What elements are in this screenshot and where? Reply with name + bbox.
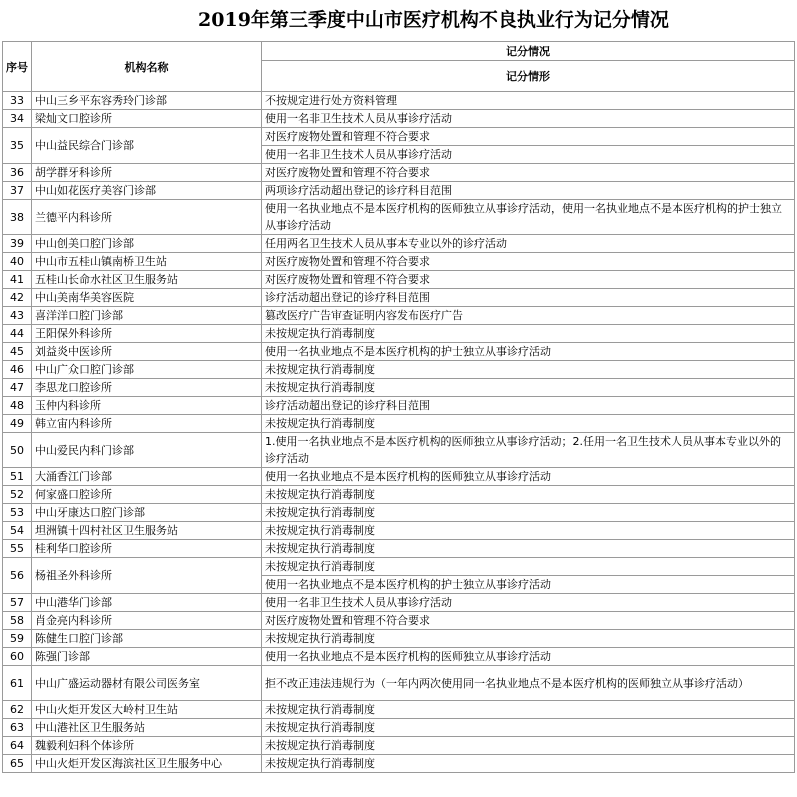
table-row xyxy=(3,289,795,307)
table-row xyxy=(3,271,795,289)
score-description: 未按规定执行消毒制度 xyxy=(262,719,795,737)
table-row xyxy=(3,486,795,504)
institution-name: 陈强门诊部 xyxy=(32,648,262,666)
institution-name: 坦洲镇十四村社区卫生服务站 xyxy=(32,522,262,540)
institution-name: 中山火炬开发区海滨社区卫生服务中心 xyxy=(32,755,262,773)
score-description: 未按规定执行消毒制度 xyxy=(262,504,795,522)
institution-name: 中山三乡平东容秀玲门诊部 xyxy=(32,92,262,110)
header-group: 记分情况 xyxy=(262,42,795,61)
row-number: 56 xyxy=(3,558,32,594)
row-number: 59 xyxy=(3,630,32,648)
institution-name: 刘益炎中医诊所 xyxy=(32,343,262,361)
row-number: 43 xyxy=(3,307,32,325)
row-number: 36 xyxy=(3,164,32,182)
institution-name: 胡学群牙科诊所 xyxy=(32,164,262,182)
score-description: 诊疗活动超出登记的诊疗科目范围 xyxy=(262,397,795,415)
score-description: 1.使用一名执业地点不是本医疗机构的医师独立从事诊疗活动；2.任用一名卫生技术人员从事本专业以外的诊疗活动 xyxy=(262,433,795,468)
page-title: 2019年第三季度中山市医疗机构不良执业行为记分情况 xyxy=(198,9,669,31)
row-number: 61 xyxy=(3,666,32,701)
score-description: 使用一名非卫生技术人员从事诊疗活动 xyxy=(262,110,795,128)
row-number: 65 xyxy=(3,755,32,773)
table-row xyxy=(3,128,795,146)
row-number: 49 xyxy=(3,415,32,433)
score-description: 未按规定执行消毒制度 xyxy=(262,379,795,397)
institution-name: 中山爱民内科门诊部 xyxy=(32,433,262,468)
table-row xyxy=(3,737,795,755)
institution-name: 中山港社区卫生服务站 xyxy=(32,719,262,737)
row-number: 44 xyxy=(3,325,32,343)
institution-name: 陈健生口腔门诊部 xyxy=(32,630,262,648)
table-row xyxy=(3,92,795,110)
score-description: 使用一名执业地点不是本医疗机构的医师独立从事诊疗活动，使用一名执业地点不是本医疗机构的护士独立从事诊疗活动 xyxy=(262,200,795,235)
score-description: 未按规定执行消毒制度 xyxy=(262,701,795,719)
header-name: 机构名称 xyxy=(32,42,262,92)
row-number: 33 xyxy=(3,92,32,110)
score-description: 两项诊疗活动超出登记的诊疗科目范围 xyxy=(262,182,795,200)
row-number: 46 xyxy=(3,361,32,379)
institution-name: 兰德平内科诊所 xyxy=(32,200,262,235)
table-row xyxy=(3,110,795,128)
header-no: 序号 xyxy=(3,42,32,92)
score-description: 不按规定进行处方资料管理 xyxy=(262,92,795,110)
score-description: 任用两名卫生技术人员从事本专业以外的诊疗活动 xyxy=(262,235,795,253)
institution-name: 韩立宙内科诊所 xyxy=(32,415,262,433)
score-description: 使用一名非卫生技术人员从事诊疗活动 xyxy=(262,146,795,164)
score-description: 未按规定执行消毒制度 xyxy=(262,630,795,648)
institution-name: 李思龙口腔诊所 xyxy=(32,379,262,397)
table-row xyxy=(3,164,795,182)
institution-name: 何家盛口腔诊所 xyxy=(32,486,262,504)
table-row xyxy=(3,325,795,343)
institution-name: 桂利华口腔诊所 xyxy=(32,540,262,558)
header-desc: 记分情形 xyxy=(262,61,795,92)
score-description: 对医疗废物处置和管理不符合要求 xyxy=(262,128,795,146)
institution-name: 魏毅利妇科个体诊所 xyxy=(32,737,262,755)
row-number: 60 xyxy=(3,648,32,666)
score-description: 未按规定执行消毒制度 xyxy=(262,540,795,558)
institution-name: 大涌香江门诊部 xyxy=(32,468,262,486)
score-description: 未按规定执行消毒制度 xyxy=(262,415,795,433)
score-description: 对医疗废物处置和管理不符合要求 xyxy=(262,253,795,271)
row-number: 63 xyxy=(3,719,32,737)
score-description: 对医疗废物处置和管理不符合要求 xyxy=(262,271,795,289)
table-row xyxy=(3,415,795,433)
table-row xyxy=(3,540,795,558)
institution-name: 王阳保外科诊所 xyxy=(32,325,262,343)
row-number: 54 xyxy=(3,522,32,540)
table-row xyxy=(3,719,795,737)
institution-name: 杨祖圣外科诊所 xyxy=(32,558,262,594)
table-row xyxy=(3,666,795,701)
row-number: 40 xyxy=(3,253,32,271)
score-description: 使用一名执业地点不是本医疗机构的护士独立从事诊疗活动 xyxy=(262,576,795,594)
table-row xyxy=(3,343,795,361)
row-number: 41 xyxy=(3,271,32,289)
score-description: 未按规定执行消毒制度 xyxy=(262,486,795,504)
table-row xyxy=(3,594,795,612)
table-row xyxy=(3,200,795,235)
institution-name: 中山市五桂山镇南桥卫生站 xyxy=(32,253,262,271)
institution-name: 中山广盛运动器材有限公司医务室 xyxy=(32,666,262,701)
institution-name: 中山牙康达口腔门诊部 xyxy=(32,504,262,522)
table-row xyxy=(3,379,795,397)
table-row xyxy=(3,648,795,666)
table-row xyxy=(3,433,795,468)
row-number: 48 xyxy=(3,397,32,415)
row-number: 47 xyxy=(3,379,32,397)
table-row xyxy=(3,504,795,522)
row-number: 52 xyxy=(3,486,32,504)
row-number: 62 xyxy=(3,701,32,719)
table-row xyxy=(3,630,795,648)
score-description: 未按规定执行消毒制度 xyxy=(262,361,795,379)
institution-name: 中山美南华美容医院 xyxy=(32,289,262,307)
row-number: 45 xyxy=(3,343,32,361)
score-description: 未按规定执行消毒制度 xyxy=(262,325,795,343)
row-number: 51 xyxy=(3,468,32,486)
table-row xyxy=(3,361,795,379)
table-row xyxy=(3,397,795,415)
row-number: 55 xyxy=(3,540,32,558)
score-description: 对医疗废物处置和管理不符合要求 xyxy=(262,612,795,630)
row-number: 37 xyxy=(3,182,32,200)
table-row xyxy=(3,468,795,486)
score-description: 未按规定执行消毒制度 xyxy=(262,522,795,540)
score-description: 使用一名执业地点不是本医疗机构的护士独立从事诊疗活动 xyxy=(262,343,795,361)
table-row xyxy=(3,182,795,200)
institution-name: 中山创美口腔门诊部 xyxy=(32,235,262,253)
table-row xyxy=(3,253,795,271)
score-description: 未按规定执行消毒制度 xyxy=(262,558,795,576)
score-description: 诊疗活动超出登记的诊疗科目范围 xyxy=(262,289,795,307)
institution-name: 玉仲内科诊所 xyxy=(32,397,262,415)
institution-name: 梁灿文口腔诊所 xyxy=(32,110,262,128)
row-number: 38 xyxy=(3,200,32,235)
score-description: 使用一名非卫生技术人员从事诊疗活动 xyxy=(262,594,795,612)
row-number: 64 xyxy=(3,737,32,755)
institution-name: 中山港华门诊部 xyxy=(32,594,262,612)
institution-name: 中山如花医疗美容门诊部 xyxy=(32,182,262,200)
table-row xyxy=(3,755,795,773)
score-description: 篡改医疗广告审查证明内容发布医疗广告 xyxy=(262,307,795,325)
institution-name: 肖金亮内科诊所 xyxy=(32,612,262,630)
row-number: 42 xyxy=(3,289,32,307)
row-number: 50 xyxy=(3,433,32,468)
score-description: 使用一名执业地点不是本医疗机构的医师独立从事诊疗活动 xyxy=(262,648,795,666)
table-row xyxy=(3,612,795,630)
table-row xyxy=(3,558,795,576)
institution-name: 中山益民综合门诊部 xyxy=(32,128,262,164)
table-row xyxy=(3,522,795,540)
row-number: 34 xyxy=(3,110,32,128)
score-description: 使用一名执业地点不是本医疗机构的医师独立从事诊疗活动 xyxy=(262,468,795,486)
row-number: 39 xyxy=(3,235,32,253)
score-description: 未按规定执行消毒制度 xyxy=(262,755,795,773)
institution-name: 喜洋洋口腔门诊部 xyxy=(32,307,262,325)
row-number: 35 xyxy=(3,128,32,164)
score-description: 未按规定执行消毒制度 xyxy=(262,737,795,755)
score-table xyxy=(2,41,795,773)
table-row xyxy=(3,307,795,325)
row-number: 57 xyxy=(3,594,32,612)
institution-name: 中山火炬开发区大岭村卫生站 xyxy=(32,701,262,719)
institution-name: 五桂山长命水社区卫生服务站 xyxy=(32,271,262,289)
table-row xyxy=(3,235,795,253)
table-body xyxy=(3,92,795,773)
table-row xyxy=(3,701,795,719)
score-description: 拒不改正违法违规行为（一年内两次使用同一名执业地点不是本医疗机构的医师独立从事诊疗活动） xyxy=(262,666,795,701)
score-description: 对医疗废物处置和管理不符合要求 xyxy=(262,164,795,182)
institution-name: 中山广众口腔门诊部 xyxy=(32,361,262,379)
row-number: 58 xyxy=(3,612,32,630)
row-number: 53 xyxy=(3,504,32,522)
